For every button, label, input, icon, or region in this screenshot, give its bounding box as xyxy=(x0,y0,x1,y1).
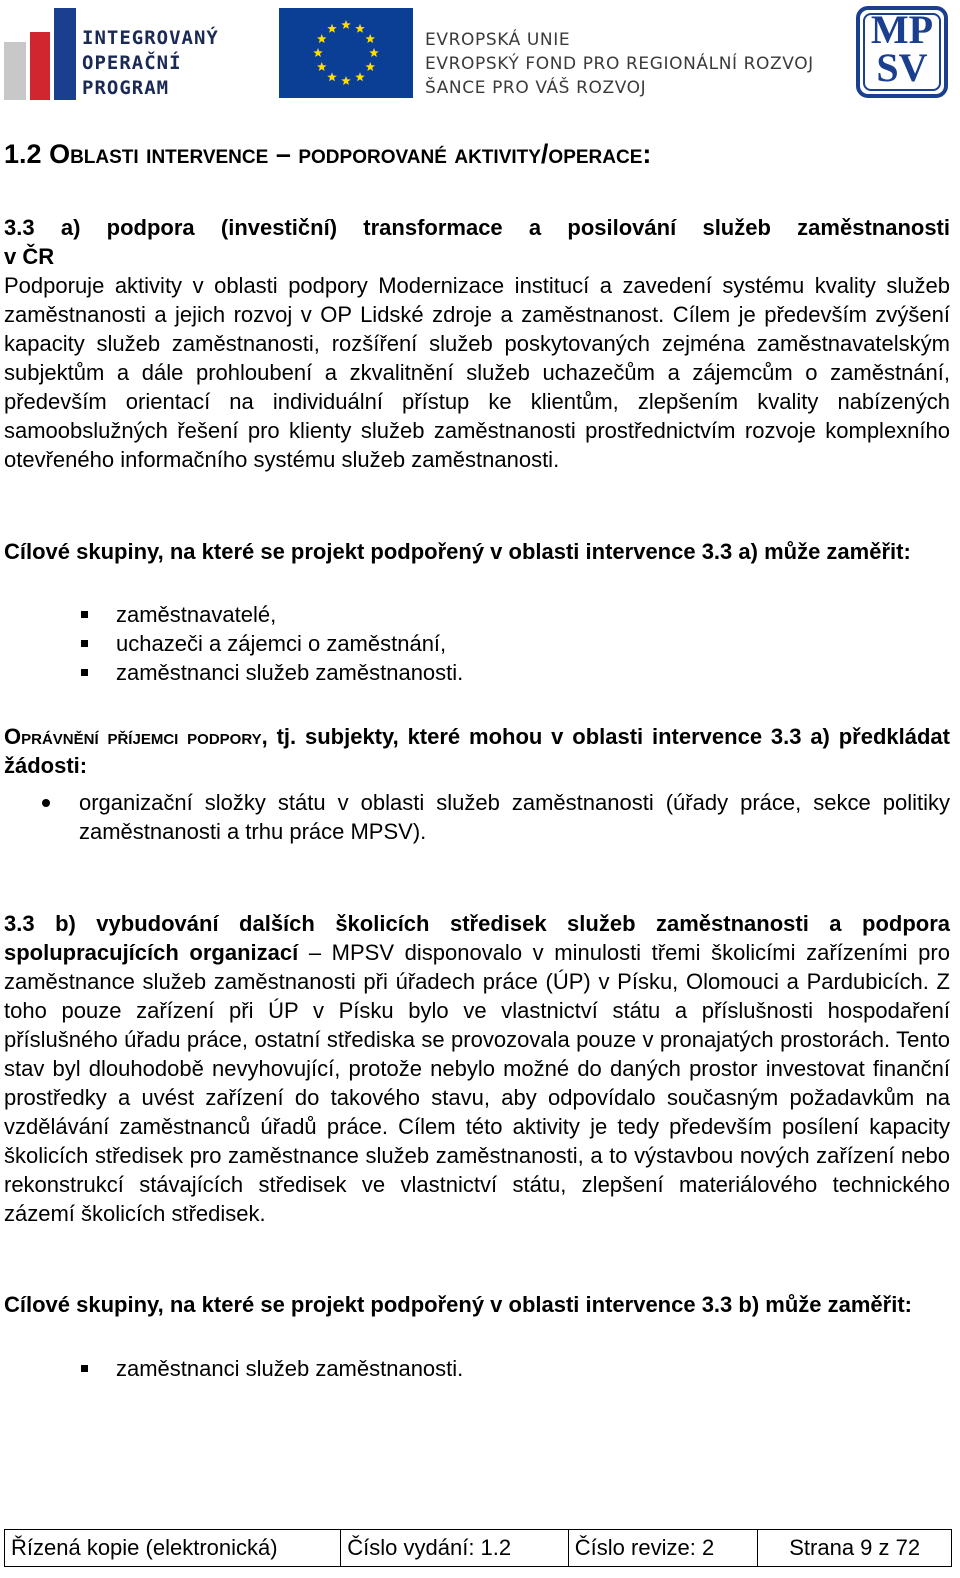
eu-star-icon xyxy=(355,24,365,33)
eu-star-icon xyxy=(341,76,351,85)
section-title-part1: Oblasti intervence xyxy=(49,139,269,169)
eu-star-icon xyxy=(355,72,365,81)
eu-star-icon xyxy=(317,62,327,71)
bullet-square-icon xyxy=(81,611,88,618)
eu-flag-icon xyxy=(279,8,413,98)
mpsv-logo-top: MP xyxy=(870,7,934,52)
list-item: zaměstnanci služeb zaměstnanosti. xyxy=(0,1354,960,1383)
part-a-target-heading: Cílové skupiny, na které se projekt podpořený v oblasti intervence 3.3 a) může zaměřit: xyxy=(4,539,911,564)
iop-logo xyxy=(4,8,244,100)
iop-logo-text: OPERAČNÍ xyxy=(82,52,182,74)
list-item: organizační složky státu v oblasti služeb zaměstnanosti (úřady práce, sekce politiky zaměstnanosti a trhu práce MPSV). xyxy=(79,790,950,844)
eu-star-icon xyxy=(327,72,337,81)
part-a-eligible-heading: Oprávnění příjemci podpory, tj. subjekty, které mohou v oblasti intervence 3.3 a) předkládat žádosti: xyxy=(4,724,950,778)
footer-page-number: Strana 9 z 72 xyxy=(789,1535,921,1560)
part-a-paragraph: Podporuje aktivity v oblasti podpory Modernizace institucí a zavedení systému kvality služeb zaměstnanosti a jejich rozvoj v OP Lidské zdroje a zaměstnanost. Cílem je především zvýšení kapacity služeb zaměstnanosti, rozšíření služeb poskytovaných zejména zaměstnavatelským subjektům a dále prohloubení a zkvalitnění služeb uchazečům a zájemcům o zaměstnání, především orientací na individuální přístup ke klientům, zlepšením kvality nabízených samoobslužných řešení pro klienty služeb zaměstnanosti prostřednictvím rozvoje komplexního otevřeného informačního systému služeb zaměstnanosti. xyxy=(4,273,950,472)
eu-star-icon xyxy=(341,20,351,29)
footer-revision-number: Číslo revize: 2 xyxy=(569,1530,759,1566)
footer-copy-type: Řízená kopie (elektronická) xyxy=(5,1530,341,1566)
part-a-target-list xyxy=(0,600,960,687)
bullet-square-icon xyxy=(81,1365,88,1372)
list-item: zaměstnavatelé, xyxy=(0,600,960,629)
part-a-title: 3.3 a) podpora (investiční) transformace a posilování služeb zaměstnanosti xyxy=(4,215,950,240)
eu-star-icon xyxy=(365,62,375,71)
header-logos xyxy=(0,0,960,110)
mpsv-logo-bottom: SV xyxy=(876,45,928,90)
iop-logo-bars xyxy=(4,8,76,100)
iop-logo-text: PROGRAM xyxy=(82,77,170,99)
document-footer xyxy=(4,1529,952,1567)
bullet-dot-icon xyxy=(42,799,50,807)
eu-star-icon xyxy=(369,48,379,57)
eu-star-icon xyxy=(327,24,337,33)
list-item: zaměstnanci služeb zaměstnanosti. xyxy=(0,658,960,687)
eu-logo-text: ŠANCE PRO VÁŠ ROZVOJ xyxy=(425,78,647,98)
part-b-target-heading: Cílové skupiny, na které se projekt podpořený v oblasti intervence 3.3 b) může zaměřit: xyxy=(4,1292,912,1317)
section-heading xyxy=(4,137,651,171)
eu-star-icon xyxy=(365,34,375,43)
footer-issue-number: Číslo vydání: 1.2 xyxy=(341,1530,569,1566)
part-a-title-cont: v ČR xyxy=(4,244,55,269)
eu-star-icon xyxy=(317,34,327,43)
part-b-target-list xyxy=(0,1354,960,1383)
eu-logo-text: EVROPSKÁ UNIE xyxy=(425,30,571,50)
eu-logo xyxy=(279,8,819,100)
list-item: uchazeči a zájemci o zaměstnání, xyxy=(0,629,960,658)
part-b-paragraph: – MPSV disponovalo v minulosti třemi školicími zařízeními pro zaměstnance služeb zaměstnanosti při úřadech práce (ÚP) v Písku, Olomouci a Pardubicích. Z toho pouze zařízení při ÚP v Písku bylo ve vlastnictví státu a příslušnosti hospodaření příslušného úřadu práce, ostatní střediska se provozovala pouze v pronajatých prostorách. Tento stav byl dlouhodobě nevyhovující, protože nebylo možné do daných prostor investovat finanční prostředky a uvést zařízení do takového stavu, aby odpovídalo současným požadavkům na vzdělávání zaměstnanců úřadů práce. Cílem této aktivity je tedy především posílení kapacity školicích středisek pro zaměstnance služeb zaměstnanosti, a to výstavbou nových zařízení nebo rekonstrukcí stávajících středisek ve vlastnictví státu, zlepšení materiálového technického zázemí školicích středisek. xyxy=(4,940,950,1226)
bullet-square-icon xyxy=(81,640,88,647)
section-title-part2: podporované aktivity/operace: xyxy=(298,139,652,169)
eu-star-icon xyxy=(313,48,323,57)
part-b-block xyxy=(4,909,950,1228)
section-dash: – xyxy=(275,139,291,169)
bullet-square-icon xyxy=(81,669,88,676)
section-number: 1.2 xyxy=(4,139,42,169)
mpsv-logo xyxy=(856,6,948,98)
part-b-title: 3.3 b) vybudování dalších školicích středisek služeb zaměstnanosti a podpora spolupracujících organizací xyxy=(4,911,950,965)
iop-logo-text: INTEGROVANÝ xyxy=(82,27,219,49)
eu-logo-text: EVROPSKÝ FOND PRO REGIONÁLNÍ ROZVOJ xyxy=(425,54,814,74)
